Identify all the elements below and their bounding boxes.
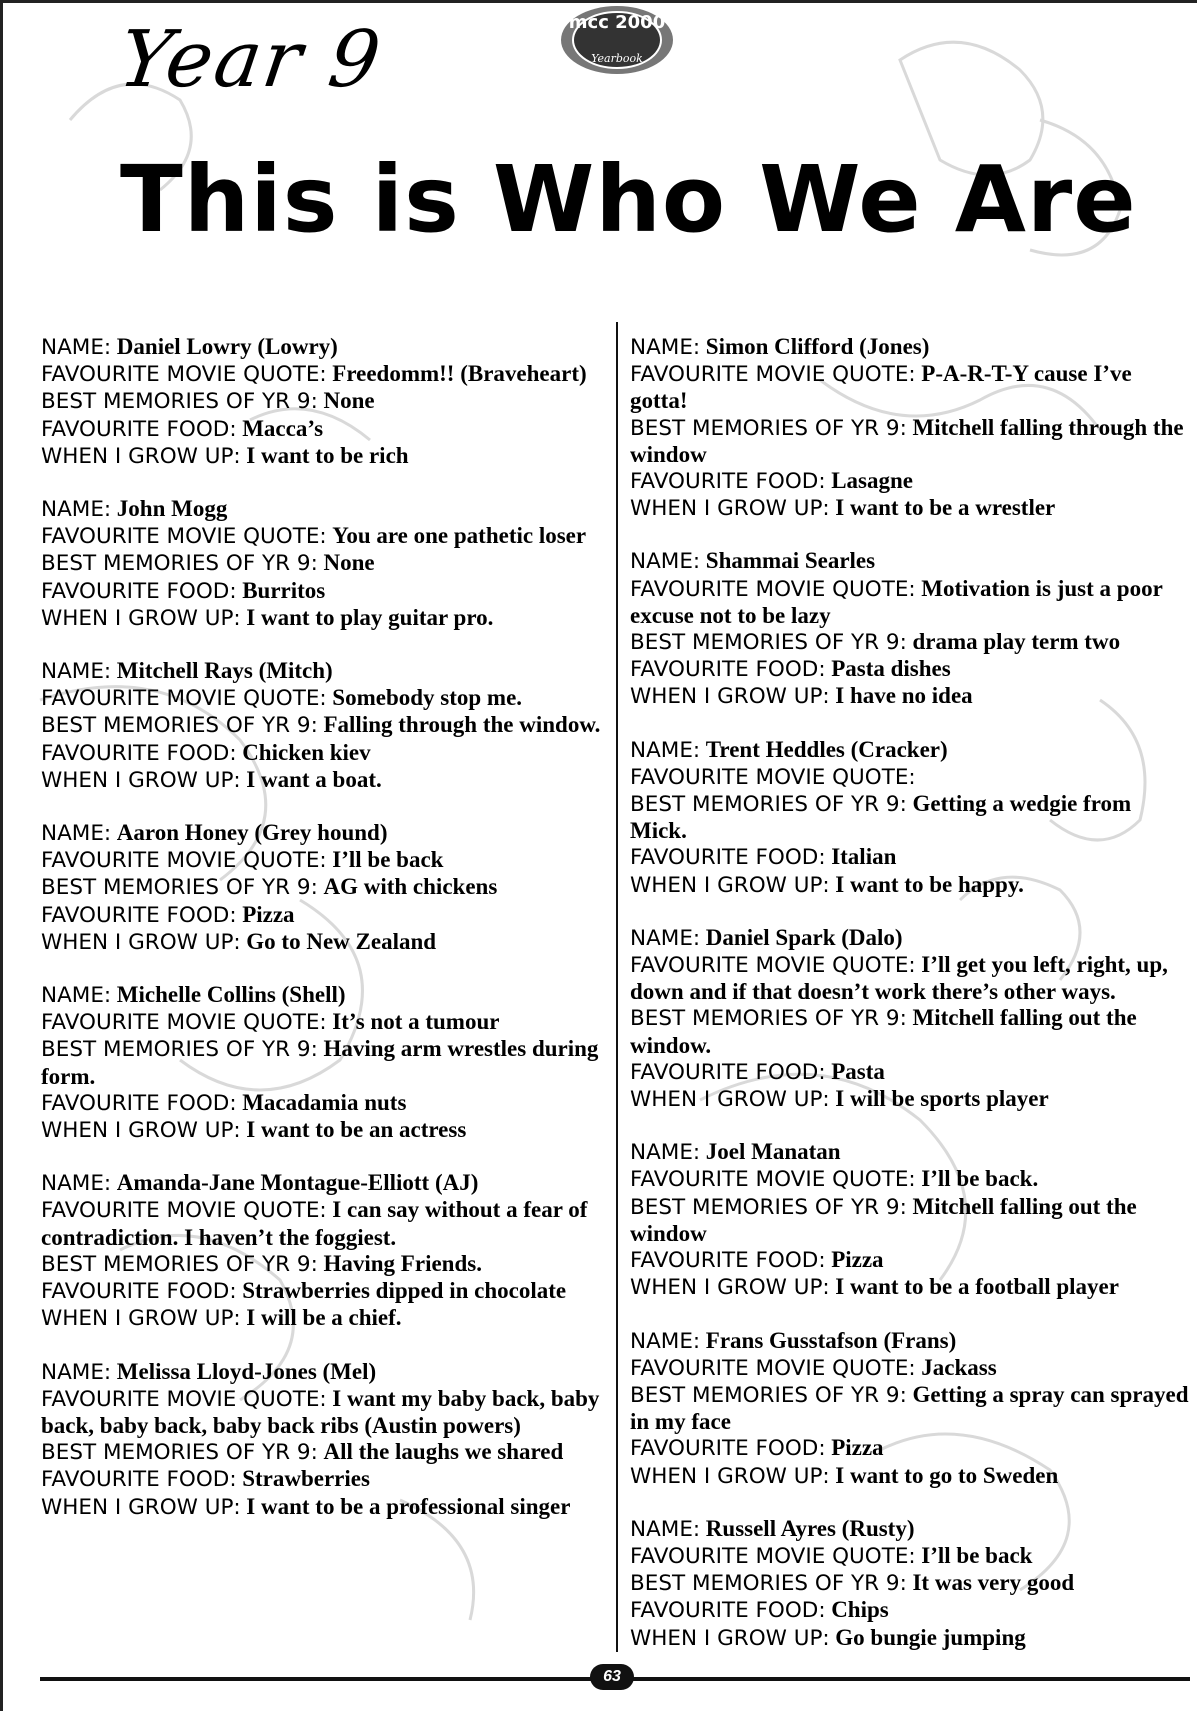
profile-grow-line <box>41 605 606 632</box>
profile-grow-line <box>41 443 606 470</box>
profile-food-line <box>630 844 1190 871</box>
field-value: Daniel Lowry (Lowry) <box>116 334 338 359</box>
profile-entry <box>41 496 606 632</box>
profile-name-line <box>630 925 1190 952</box>
field-label: BEST MEMORIES OF YR 9: <box>630 1571 907 1597</box>
left-column <box>41 334 606 1547</box>
field-value: Aaron Honey (Grey hound) <box>116 820 388 846</box>
field-label: WHEN I GROW UP: <box>41 767 241 793</box>
profile-memories-line <box>630 791 1190 844</box>
profile-entry <box>630 1139 1190 1301</box>
profile-quote-line <box>41 685 606 712</box>
profile-memories-line <box>630 1005 1190 1058</box>
yearbook-logo <box>557 4 677 82</box>
profile-name-line <box>630 1139 1190 1166</box>
field-label: NAME: <box>630 1140 701 1166</box>
field-label: WHEN I GROW UP: <box>41 929 241 955</box>
field-label: NAME: <box>630 737 701 763</box>
profile-quote-line <box>41 1197 606 1250</box>
right-column <box>630 334 1190 1678</box>
profile-memories-line <box>630 415 1190 468</box>
field-label: WHEN I GROW UP: <box>630 1625 830 1651</box>
profile-grow-line <box>630 1274 1190 1301</box>
profile-name-line <box>41 982 606 1009</box>
field-value: Melissa Lloyd-Jones (Mel) <box>116 1358 377 1384</box>
profile-name-line <box>41 1170 606 1197</box>
field-label: FAVOURITE MOVIE QUOTE: <box>41 1386 327 1412</box>
field-label: WHEN I GROW UP: <box>630 684 830 710</box>
field-label: WHEN I GROW UP: <box>41 1306 241 1332</box>
profile-name-line <box>41 496 606 523</box>
field-value: Mitchell falling through the window <box>630 414 1184 467</box>
field-label: BEST MEMORIES OF YR 9: <box>41 1037 318 1063</box>
field-value: Macca’s <box>242 415 324 441</box>
field-value: Chicken kiev <box>242 739 371 765</box>
field-value: Italian <box>831 844 897 870</box>
field-value: Pizza <box>831 1247 884 1273</box>
profile-food-line <box>41 902 606 929</box>
profile-entry <box>630 1516 1190 1652</box>
field-value: Freedomm!! (Braveheart) <box>332 361 587 387</box>
profile-memories-line <box>630 1194 1190 1247</box>
field-value: Having Friends. <box>323 1250 482 1276</box>
field-label: NAME: <box>41 659 112 685</box>
field-label: FAVOURITE MOVIE QUOTE: <box>630 764 916 790</box>
field-value: Somebody stop me. <box>332 685 523 711</box>
field-value: Amanda-Jane Montague-Elliott (AJ) <box>116 1170 479 1196</box>
profile-food-line <box>41 578 606 605</box>
profile-memories-line <box>41 712 606 739</box>
profile-entry <box>41 1359 606 1521</box>
field-value: I’ll be back <box>332 847 444 873</box>
field-label: FAVOURITE FOOD: <box>630 1059 826 1085</box>
profile-quote-line <box>41 1386 606 1439</box>
field-value: I want a boat. <box>246 766 382 792</box>
field-value: Mitchell falling out the window. <box>630 1005 1137 1058</box>
field-value: John Mogg <box>116 496 228 522</box>
field-value: Jackass <box>921 1354 997 1380</box>
field-value: I will be sports player <box>835 1086 1049 1112</box>
profile-food-line <box>630 1435 1190 1462</box>
field-value: Falling through the window. <box>323 712 601 738</box>
profile-memories-line <box>630 629 1190 656</box>
field-value: Mitchell falling out the window <box>630 1193 1137 1246</box>
profile-memories-line <box>41 550 606 577</box>
field-value: Chips <box>831 1597 889 1623</box>
field-value: I’ll be back. <box>921 1166 1039 1192</box>
field-label: NAME: <box>41 335 112 360</box>
field-label: BEST MEMORIES OF YR 9: <box>41 389 318 415</box>
logo-text: mcc 2000 <box>568 12 666 33</box>
field-label: WHEN I GROW UP: <box>41 605 241 631</box>
profile-name-line <box>630 1516 1190 1543</box>
profile-name-line <box>630 737 1190 764</box>
field-label: FAVOURITE FOOD: <box>41 740 237 766</box>
field-value: None <box>323 388 375 414</box>
field-value: I want to be a professional singer <box>246 1493 571 1519</box>
profile-grow-line <box>41 929 606 956</box>
field-value: Pizza <box>242 901 295 927</box>
field-label: WHEN I GROW UP: <box>630 1087 830 1113</box>
field-label: BEST MEMORIES OF YR 9: <box>41 1440 318 1466</box>
profile-quote-line <box>630 1543 1190 1570</box>
field-value: Trent Heddles (Cracker) <box>705 736 948 762</box>
field-label: FAVOURITE MOVIE QUOTE: <box>41 362 327 388</box>
field-value: Getting a wedgie from Mick. <box>630 791 1132 844</box>
field-value: Go to New Zealand <box>246 928 437 954</box>
field-value: Having arm wrestles during form. <box>41 1036 599 1089</box>
profile-grow-line <box>41 1305 606 1332</box>
field-label: NAME: <box>630 925 701 951</box>
profile-memories-line <box>41 1036 606 1089</box>
field-label: BEST MEMORIES OF YR 9: <box>630 415 907 441</box>
field-label: FAVOURITE FOOD: <box>41 416 237 442</box>
field-label: WHEN I GROW UP: <box>630 496 830 522</box>
field-label: NAME: <box>41 497 112 523</box>
profile-quote-line <box>630 576 1190 629</box>
field-label: FAVOURITE FOOD: <box>41 1467 237 1493</box>
profile-food-line <box>630 1597 1190 1624</box>
field-value: Joel Manatan <box>705 1139 841 1165</box>
field-label: FAVOURITE MOVIE QUOTE: <box>630 1167 916 1193</box>
field-value: I want to be a football player <box>835 1274 1119 1300</box>
field-label: FAVOURITE FOOD: <box>41 1090 237 1116</box>
field-value: Pizza <box>831 1435 884 1461</box>
field-value: Macadamia nuts <box>242 1089 407 1115</box>
profile-quote-line <box>630 952 1190 1005</box>
field-label: WHEN I GROW UP: <box>630 1463 830 1489</box>
field-label: FAVOURITE MOVIE QUOTE: <box>630 953 916 979</box>
field-label: FAVOURITE MOVIE QUOTE: <box>630 1543 916 1569</box>
field-value: I want to go to Sweden <box>835 1462 1059 1488</box>
profile-food-line <box>630 468 1190 495</box>
field-value: None <box>323 550 375 576</box>
field-value: I’ll get you left, right, up, down and if that doesn’t work there’s other ways. <box>630 952 1168 1005</box>
field-value: I have no idea <box>835 683 973 709</box>
field-label: NAME: <box>41 821 112 847</box>
field-label: NAME: <box>41 1359 112 1385</box>
field-label: WHEN I GROW UP: <box>41 1494 241 1520</box>
field-label: WHEN I GROW UP: <box>41 443 241 469</box>
column-divider <box>616 322 618 1652</box>
field-label: FAVOURITE FOOD: <box>630 657 826 683</box>
field-label: FAVOURITE MOVIE QUOTE: <box>41 686 327 712</box>
field-label: FAVOURITE FOOD: <box>41 902 237 928</box>
field-value: I can say without a fear of contradiction. I haven’t the foggiest. <box>41 1197 588 1250</box>
field-value: Shammai Searles <box>705 548 876 574</box>
profile-grow-line <box>630 1625 1190 1652</box>
profile-food-line <box>41 1466 606 1493</box>
field-label: WHEN I GROW UP: <box>630 872 830 898</box>
profile-grow-line <box>630 683 1190 710</box>
field-label: WHEN I GROW UP: <box>41 1118 241 1144</box>
profile-quote-line <box>41 1009 606 1036</box>
profile-food-line <box>41 740 606 767</box>
field-value: Pasta <box>831 1058 885 1084</box>
profile-food-line <box>41 1278 606 1305</box>
field-value: drama play term two <box>912 629 1121 655</box>
field-label: FAVOURITE FOOD: <box>630 469 826 495</box>
page-title-main: This is Who We Are <box>120 146 1137 253</box>
field-value: I want to be rich <box>246 442 409 468</box>
profile-quote-line <box>630 1166 1190 1193</box>
field-value: Mitchell Rays (Mitch) <box>116 658 333 684</box>
profile-memories-line <box>41 874 606 901</box>
field-label: FAVOURITE MOVIE QUOTE: <box>630 362 916 388</box>
field-label: FAVOURITE FOOD: <box>630 1598 826 1624</box>
profile-entry <box>41 820 606 956</box>
field-label: FAVOURITE FOOD: <box>630 1248 826 1274</box>
profile-quote-line <box>41 847 606 874</box>
profile-memories-line <box>41 1439 606 1466</box>
field-label: NAME: <box>630 549 701 575</box>
profile-memories-line <box>41 388 606 415</box>
profile-entry <box>41 334 606 470</box>
field-value: I will be a chief. <box>246 1305 402 1331</box>
profile-name-line <box>41 1359 606 1386</box>
profile-name-line <box>41 334 606 361</box>
field-label: BEST MEMORIES OF YR 9: <box>630 792 907 818</box>
profile-food-line <box>630 1247 1190 1274</box>
profile-grow-line <box>41 1494 606 1521</box>
field-value: Daniel Spark (Dalo) <box>705 924 903 950</box>
field-label: FAVOURITE MOVIE QUOTE: <box>41 848 327 874</box>
field-label: BEST MEMORIES OF YR 9: <box>41 875 318 901</box>
field-label: FAVOURITE MOVIE QUOTE: <box>630 576 916 602</box>
field-label: FAVOURITE MOVIE QUOTE: <box>41 1198 327 1224</box>
page-title-year: Year 9 <box>113 15 388 105</box>
profile-grow-line <box>630 872 1190 899</box>
profile-food-line <box>630 656 1190 683</box>
page-number: 63 <box>590 1664 634 1690</box>
profile-grow-line <box>630 1463 1190 1490</box>
profile-food-line <box>41 416 606 443</box>
field-label: NAME: <box>41 1171 112 1197</box>
profile-entry <box>630 334 1190 522</box>
profile-name-line <box>41 820 606 847</box>
field-value: All the laughs we shared <box>323 1439 564 1465</box>
profile-name-line <box>630 334 1190 361</box>
field-value: Pasta dishes <box>831 656 951 682</box>
profile-entry <box>630 1328 1190 1490</box>
field-value: Getting a spray can sprayed in my face <box>630 1381 1189 1435</box>
profile-quote-line <box>630 1355 1190 1382</box>
field-value: Strawberries dipped in chocolate <box>242 1278 567 1304</box>
profile-grow-line <box>630 1086 1190 1113</box>
field-value: Motivation is just a poor excuse not to be lazy <box>630 575 1163 628</box>
profile-grow-line <box>41 767 606 794</box>
profile-memories-line <box>630 1570 1190 1597</box>
profile-quote-line <box>630 764 1190 791</box>
field-label: FAVOURITE FOOD: <box>630 1436 826 1462</box>
field-label: FAVOURITE FOOD: <box>630 845 826 871</box>
field-label: NAME: <box>630 1328 701 1354</box>
profile-entry <box>41 658 606 794</box>
field-value: I want to be an actress <box>246 1117 467 1143</box>
field-label: BEST MEMORIES OF YR 9: <box>41 1251 318 1277</box>
field-value: Burritos <box>242 577 326 603</box>
field-label: FAVOURITE MOVIE QUOTE: <box>41 1010 327 1036</box>
profile-entry <box>41 1170 606 1332</box>
field-value: P-A-R-T-Y cause I’ve gotta! <box>630 361 1132 414</box>
field-label: BEST MEMORIES OF YR 9: <box>630 1006 907 1032</box>
field-label: NAME: <box>630 335 701 360</box>
profile-quote-line <box>41 523 606 550</box>
field-value: Michelle Collins (Shell) <box>116 982 346 1008</box>
field-value: You are one pathetic loser <box>332 523 587 549</box>
field-label: NAME: <box>41 983 112 1009</box>
field-label: FAVOURITE FOOD: <box>41 578 237 604</box>
field-value: Frans Gusstafson (Frans) <box>705 1327 957 1353</box>
field-label: BEST MEMORIES OF YR 9: <box>630 1194 907 1220</box>
profile-entry <box>41 982 606 1144</box>
field-label: BEST MEMORIES OF YR 9: <box>41 713 318 739</box>
profile-grow-line <box>630 495 1190 522</box>
field-label: BEST MEMORIES OF YR 9: <box>41 551 318 577</box>
field-label: FAVOURITE FOOD: <box>41 1279 237 1305</box>
profile-food-line <box>41 1090 606 1117</box>
field-label: FAVOURITE MOVIE QUOTE: <box>41 524 327 550</box>
field-value: I’ll be back <box>921 1542 1033 1568</box>
field-label: NAME: <box>630 1516 701 1542</box>
field-label: BEST MEMORIES OF YR 9: <box>630 630 907 656</box>
profile-memories-line <box>41 1251 606 1278</box>
field-label: WHEN I GROW UP: <box>630 1275 830 1301</box>
field-label: FAVOURITE MOVIE QUOTE: <box>630 1355 916 1381</box>
profile-name-line <box>630 548 1190 575</box>
field-value: I want my baby back, baby back, baby back, baby back ribs (Austin powers) <box>41 1385 600 1438</box>
field-value: Strawberries <box>242 1466 370 1492</box>
profile-entry <box>630 548 1190 710</box>
field-value: It’s not a tumour <box>332 1009 500 1035</box>
profile-name-line <box>41 658 606 685</box>
field-value: AG with chickens <box>323 874 498 900</box>
field-value: I want to be happy. <box>835 871 1024 897</box>
logo-subtext: Yearbook <box>591 52 643 65</box>
profile-memories-line <box>630 1382 1190 1435</box>
field-value: It was very good <box>912 1570 1075 1596</box>
field-value: Simon Clifford (Jones) <box>705 334 930 359</box>
field-value: I want to be a wrestler <box>835 495 1056 521</box>
profile-entry <box>630 925 1190 1113</box>
profile-entry <box>630 737 1190 899</box>
profile-grow-line <box>41 1117 606 1144</box>
field-value: Go bungie jumping <box>835 1624 1026 1650</box>
profile-quote-line <box>41 361 606 388</box>
profile-name-line <box>630 1328 1190 1355</box>
profile-food-line <box>630 1059 1190 1086</box>
profile-quote-line <box>630 361 1190 414</box>
field-value: I want to play guitar pro. <box>246 604 494 630</box>
field-value: Lasagne <box>831 468 913 494</box>
field-label: BEST MEMORIES OF YR 9: <box>630 1382 907 1408</box>
field-value: Russell Ayres (Rusty) <box>705 1515 915 1541</box>
